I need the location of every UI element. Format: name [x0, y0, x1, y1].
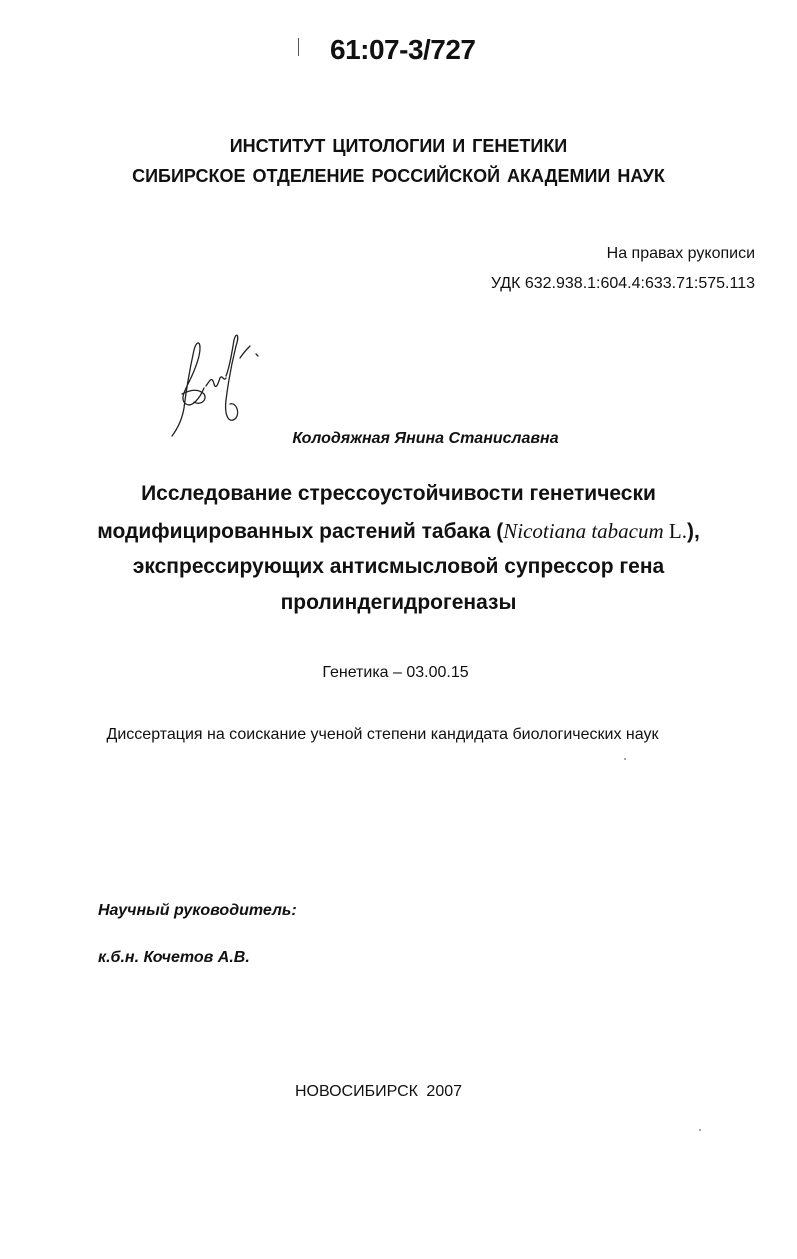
manuscript-rights-note: На правах рукописи	[606, 245, 755, 262]
institution-name: ИНСТИТУТ ЦИТОЛОГИИ И ГЕНЕТИКИ	[229, 136, 568, 156]
specialty-code: Генетика – 03.00.15	[322, 664, 469, 681]
supervisor-label: Научный руководитель:	[98, 902, 297, 919]
author-name: Колодяжная Янина Станиславна	[292, 430, 559, 447]
archive-tick-mark	[298, 38, 299, 56]
title-line-2	[0, 519, 797, 544]
species-author-abbrev: L.	[663, 519, 687, 543]
title-line-2-prefix: модифицированных растений табака (	[97, 520, 504, 543]
handwritten-signature-icon	[160, 328, 270, 443]
dissertation-degree: Диссертация на соискание ученой степени кандидата биологических наук	[106, 726, 659, 743]
title-line-2-suffix: ),	[686, 520, 700, 543]
title-line-1: Исследование стрессоустойчивости генетически	[141, 482, 656, 505]
institution-department: СИБИРСКОЕ ОТДЕЛЕНИЕ РОССИЙСКОЙ АКАДЕМИИ НАУК	[132, 166, 665, 186]
udc-code: УДК 632.938.1:604.4:633.71:575.113	[490, 275, 755, 292]
scan-speck	[699, 1129, 701, 1131]
archive-number: 61:07-3/727	[330, 34, 476, 65]
title-line-4: пролиндегидрогеназы	[280, 591, 517, 614]
city-year: НОВОСИБИРСК 2007	[294, 1083, 463, 1100]
species-latin-name: Nicotiana tabacum	[503, 519, 664, 543]
scan-speck	[624, 758, 626, 760]
supervisor-name: к.б.н. Кочетов А.В.	[98, 949, 250, 966]
title-line-3: экспрессирующих антисмысловой супрессор гена	[132, 555, 665, 578]
